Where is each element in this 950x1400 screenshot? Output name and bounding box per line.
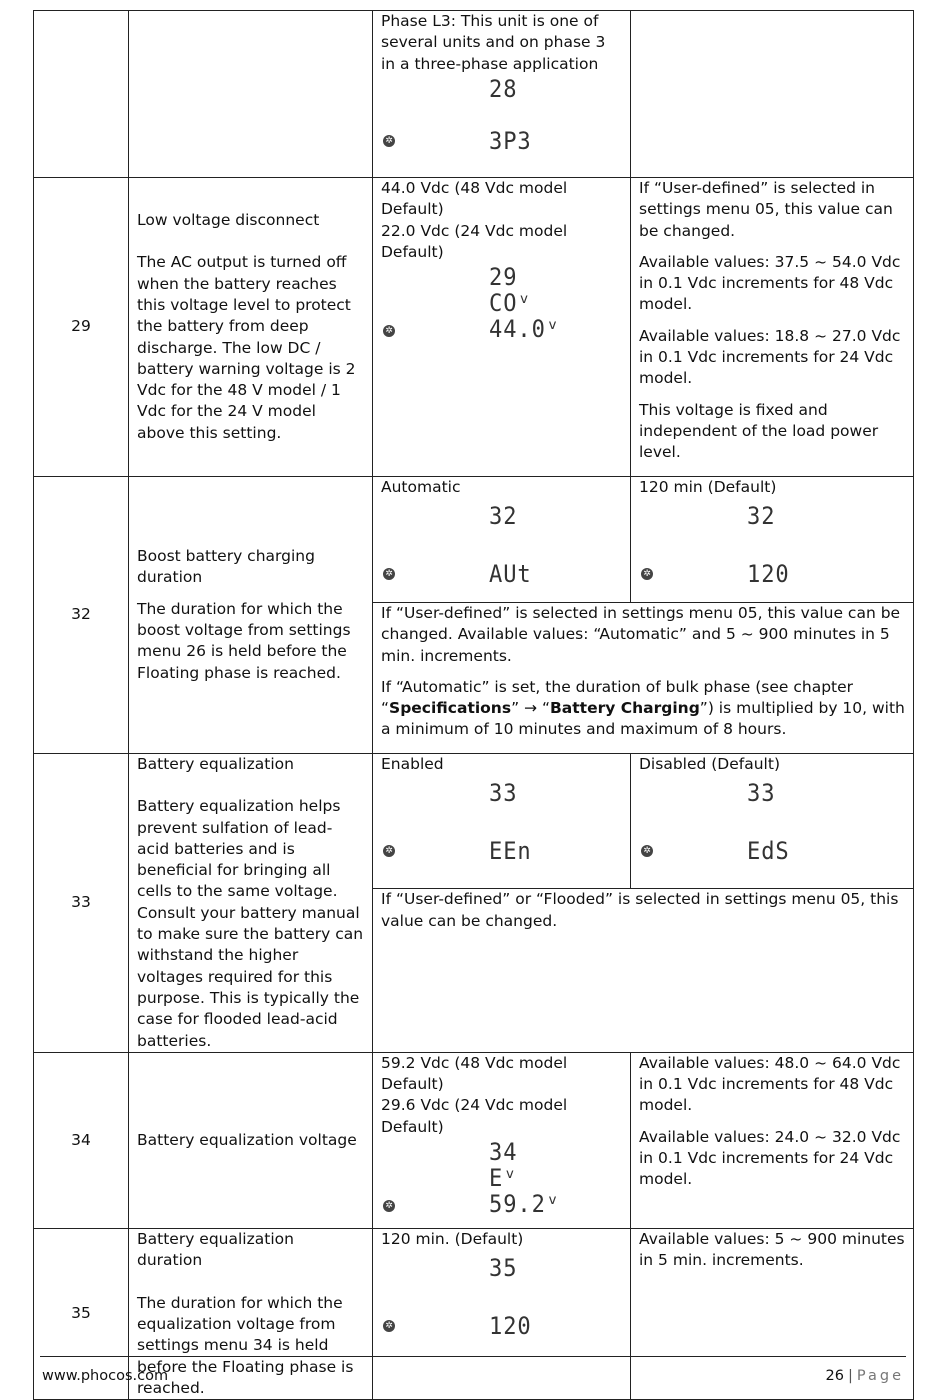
- row-number-cell: [34, 11, 129, 178]
- row-number-cell: 32: [34, 477, 129, 754]
- note-cell: [631, 178, 914, 477]
- option-cell: [373, 754, 631, 889]
- gear-icon: ✲: [383, 568, 395, 580]
- page-number: [826, 1368, 904, 1384]
- option-text: Phase L3: This unit is one of several units and on phase 3 in a three-phase application: [381, 12, 606, 73]
- note-text: This voltage is fixed and independent of the load power level.: [639, 400, 879, 462]
- lcd-mode: Eᵛ: [489, 1164, 518, 1193]
- description-cell: [129, 1052, 373, 1228]
- lcd-display: [381, 498, 622, 594]
- setting-title: Boost battery charging duration: [137, 547, 315, 587]
- option-cell: [631, 754, 914, 889]
- table-row: [34, 754, 914, 889]
- description-cell: [129, 754, 373, 1053]
- setting-title: Battery equalization: [137, 755, 294, 773]
- lcd-value: 44.0ᵛ: [489, 315, 561, 344]
- note-arrow: ” → “: [511, 699, 550, 718]
- note-text: Available values: 48.0 ~ 64.0 Vdc in 0.1 Vdc increments for 48 Vdc model.: [639, 1053, 901, 1115]
- option-text: 120 min (Default): [639, 478, 777, 496]
- note-cell: [631, 11, 914, 178]
- setting-title: Battery equalization voltage: [137, 1130, 357, 1149]
- lcd-program-number: 32: [747, 502, 776, 531]
- settings-table: [33, 10, 914, 1400]
- gear-icon: ✲: [383, 845, 395, 857]
- note-cell: [373, 889, 914, 1052]
- lcd-value: EdS: [747, 837, 790, 866]
- lcd-program-number: 33: [489, 779, 518, 808]
- option-text: Enabled: [381, 755, 444, 773]
- setting-description: The AC output is turned off when the battery reaches this voltage level to protect the battery from deep discharge. The low DC / battery warning voltage is 2 Vdc for the 48 V model / 1 Vdc for the 24 V model above this setting.: [137, 253, 356, 442]
- description-cell: [129, 11, 373, 178]
- lcd-display: [381, 1250, 622, 1346]
- note-text: Available values: 5 ~ 900 minutes in 5 min. increments.: [639, 1230, 905, 1270]
- lcd-display: [639, 775, 905, 871]
- note-bold-ref: Specifications: [389, 699, 512, 718]
- lcd-display: [381, 1138, 622, 1228]
- lcd-display: [639, 498, 905, 594]
- gear-icon: ✲: [383, 1320, 395, 1332]
- note-cell: [631, 1052, 914, 1228]
- option-cell: [373, 1229, 631, 1400]
- lcd-display: [381, 263, 622, 353]
- lcd-program-number: 35: [489, 1254, 518, 1283]
- option-cell: [373, 178, 631, 477]
- option-text: 59.2 Vdc (48 Vdc model Default): [381, 1053, 568, 1094]
- option-cell: [631, 477, 914, 603]
- lcd-value: 59.2ᵛ: [489, 1190, 561, 1219]
- gear-icon: ✲: [383, 135, 395, 147]
- footer-divider: [40, 1356, 906, 1357]
- note-text-part: ”) is multiplied by 10, with a minimum of 10 minutes and maximum of 8 hours.: [381, 699, 905, 739]
- lcd-mode: COᵛ: [489, 289, 532, 318]
- setting-description: The duration for which the boost voltage from settings menu 26 is held before the Floating phase is reached.: [137, 599, 351, 682]
- setting-description: Battery equalization helps prevent sulfation of lead-acid batteries and is beneficial for bringing all cells to the same voltage. Consult your battery manual to make sure the battery can withstand the higher voltages required for this purpose. This is typically the case for flooded lead-acid batteries.: [137, 797, 364, 1050]
- lcd-program-number: 34: [489, 1138, 518, 1167]
- gear-icon: ✲: [641, 845, 653, 857]
- lcd-value: AUt: [489, 560, 532, 589]
- note-text: [381, 677, 905, 741]
- page-number-value: 26: [825, 1368, 844, 1384]
- gear-icon: ✲: [383, 1200, 395, 1212]
- page-separator: |: [848, 1368, 853, 1384]
- note-text: If “User-defined” is selected in settings menu 05, this value can be changed. Available values: “Automatic” and 5 ~ 900 minutes in 5 min. increments.: [381, 604, 901, 665]
- lcd-value: 3P3: [489, 126, 532, 155]
- lcd-value: EEn: [489, 837, 532, 866]
- gear-icon: ✲: [383, 325, 395, 337]
- note-text: If “User-defined” is selected in settings menu 05, this value can be changed.: [639, 179, 893, 240]
- lcd-program-number: 29: [489, 263, 518, 292]
- note-cell: [373, 603, 914, 754]
- table-row: [34, 477, 914, 603]
- option-text: 44.0 Vdc (48 Vdc model Default): [381, 179, 568, 219]
- note-text: Available values: 37.5 ~ 54.0 Vdc in 0.1 Vdc increments for 48 Vdc model.: [639, 252, 901, 314]
- row-number-cell: 29: [34, 178, 129, 477]
- lcd-value: 120: [747, 560, 790, 589]
- row-number-cell: 34: [34, 1052, 129, 1228]
- page-word: Page: [856, 1368, 904, 1384]
- table-row: [34, 11, 914, 178]
- note-bold-ref: Battery Charging: [549, 699, 700, 718]
- lcd-display: [381, 775, 622, 871]
- table-row: [34, 1052, 914, 1228]
- option-text: 22.0 Vdc (24 Vdc model Default): [381, 221, 568, 261]
- gear-icon: ✲: [641, 568, 653, 580]
- lcd-display: [381, 74, 622, 155]
- option-cell: [373, 11, 631, 178]
- option-text: 29.6 Vdc (24 Vdc model Default): [381, 1096, 568, 1136]
- row-number-cell: 35: [34, 1229, 129, 1400]
- lcd-value: 120: [489, 1312, 532, 1341]
- setting-title: Low voltage disconnect: [137, 211, 320, 230]
- row-number-cell: 33: [34, 754, 129, 1053]
- note-text: If “User-defined” or “Flooded” is selected in settings menu 05, this value can be changed.: [381, 890, 899, 930]
- description-cell: [129, 178, 373, 477]
- option-cell: [373, 477, 631, 603]
- lcd-program-number: 32: [489, 502, 518, 531]
- setting-title: Battery equalization duration: [137, 1230, 294, 1270]
- option-text: Disabled (Default): [639, 755, 780, 773]
- table-row: [34, 178, 914, 477]
- lcd-program-number: 33: [747, 779, 776, 808]
- setting-description: The duration for which the equalization voltage from settings menu 34 is held before the Floating phase is reached.: [137, 1293, 354, 1397]
- lcd-program-number: 28: [489, 74, 518, 103]
- footer-website-link[interactable]: www.phocos.com: [42, 1368, 169, 1384]
- note-text-part: If “Automatic” is set, the duration of bulk phase (see chapter “: [381, 677, 854, 718]
- option-text: 120 min. (Default): [381, 1230, 524, 1249]
- option-text: Automatic: [381, 478, 461, 496]
- note-text: Available values: 18.8 ~ 27.0 Vdc in 0.1 Vdc increments for 24 Vdc model.: [639, 326, 901, 388]
- description-cell: [129, 477, 373, 754]
- note-text: Available values: 24.0 ~ 32.0 Vdc in 0.1 Vdc increments for 24 Vdc model.: [639, 1127, 901, 1189]
- option-cell: [373, 1052, 631, 1228]
